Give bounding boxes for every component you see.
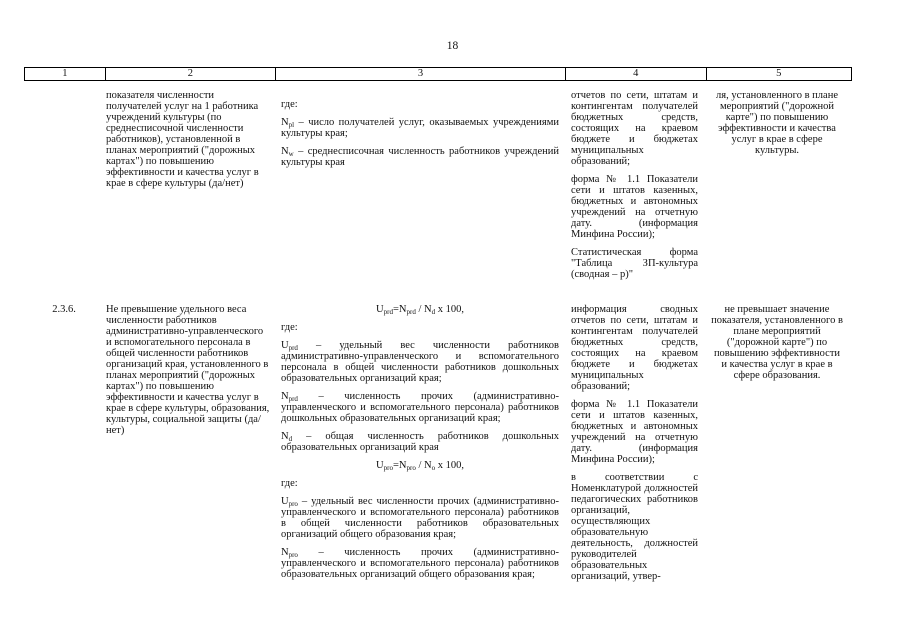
- formula-u-pro: $U_{pro}=N_{pro} / N_o$ x 100,: [376, 460, 464, 473]
- source-item: Статистическая форма "Таблица ЗП-культура (сводная – р)": [571, 247, 698, 281]
- header-col-4: 4: [566, 68, 706, 80]
- row2-sources: [571, 304, 698, 582]
- row1-formula-legend: [281, 99, 559, 168]
- source-item: форма № 1.1 Показатели сети и штатов казенных, бюджетных и автономных учреждений на отчетную дату. (информация Минфина России);: [571, 174, 698, 241]
- row2-indicator-text: Не превышение удельного веса численности работников административно-управленческого и вспомогательного персонала в общей численности работников организаций края, установленного в планах мероприятий ("дорожных картах") по повышению эффективности и качества услуг в крае в сфере культуры, образования, культуры, социальной защиты (да/нет): [106, 304, 270, 437]
- where-label: где:: [281, 478, 298, 490]
- header-col-3: 3: [276, 68, 566, 80]
- source-item: в соответствии с Номенклатурой должностей педагогических работников организаций, осуществляющих образовательную деятельность, должностей руководителей образовательных организаций, утвер-: [571, 472, 698, 583]
- legend-nw: $N_w$ – среднесписочная численность работников учреждений культуры края: [281, 146, 559, 169]
- row2-item-number: 2.3.6.: [52, 304, 76, 315]
- legend-npl: $N_{pl}$ – число получателей услуг, оказываемых учреждениями культуры края;: [281, 117, 559, 140]
- row1-sources: [571, 90, 698, 280]
- row1-target-value: ля, установленного в плане мероприятий ("дорожной карте") по повышению эффективности и качества услуг в крае в сфере культуры.: [716, 90, 838, 157]
- legend-u-pro: $U_{pro}$ – удельный вес численности прочих (административно-управленческого и вспомогательного персонала) работников в общей численности работников образовательных организаций общего образования края;: [281, 496, 559, 541]
- source-item: форма № 1.1 Показатели сети и штатов казенных, бюджетных и автономных учреждений на отчетную дату. (информация Минфина России);: [571, 399, 698, 466]
- formula-u-prd: $U_{prd}=N_{prd} / N_d$ x 100,: [376, 304, 464, 316]
- row2-formula-block: [281, 304, 559, 580]
- table-header-row: [24, 67, 852, 81]
- where-label: где:: [281, 99, 298, 110]
- source-item: отчетов по сети, штатам и контингентам получателей бюджетных средств, состоящих на краевом бюджете и бюджетах муниципальных образований;: [571, 90, 698, 168]
- row2-target-value: не превышает значение показателя, установленного в плане мероприятий ("дорожной карте") по повышению эффективности и качества услуг в крае в сфере образования.: [711, 304, 843, 382]
- header-col-2: 2: [106, 68, 276, 80]
- header-col-1: 1: [25, 68, 106, 80]
- legend-u-prd: $U_{prd}$ – удельный вес численности работников административно-управленческого и вспомогательного персонала в общей численности работников дошкольных образовательных организаций края;: [281, 340, 559, 385]
- page-number: 18: [446, 40, 459, 52]
- legend-n-prd: $N_{prd}$ – численность прочих (административно-управленческого и вспомогательного персонала) работников дошкольных образовательных организаций края;: [281, 391, 559, 425]
- header-col-5: 5: [776, 68, 782, 79]
- legend-n-d: $N_d$ – общая численность работников дошкольных образовательных организаций края: [281, 431, 559, 454]
- source-item: информация сводных отчетов по сети, штатам и контингентам получателей бюджетных средств, состоящих на краевом бюджете и бюджетах муниципальных образований;: [571, 304, 698, 393]
- row1-indicator-text: показателя численности получателей услуг на 1 работника учреждений культуры (по среднесписочной численности работников), установленной в планах мероприятий ("дорожных картах") по повышению эффективности и качества услуг в крае в сфере культуры (да/нет): [106, 90, 259, 190]
- legend-n-pro: $N_{pro}$ – численность прочих (административно-управленческого и вспомогательного персонала) работников образовательных организаций общего образования края;: [281, 547, 559, 581]
- where-label: где:: [281, 322, 298, 334]
